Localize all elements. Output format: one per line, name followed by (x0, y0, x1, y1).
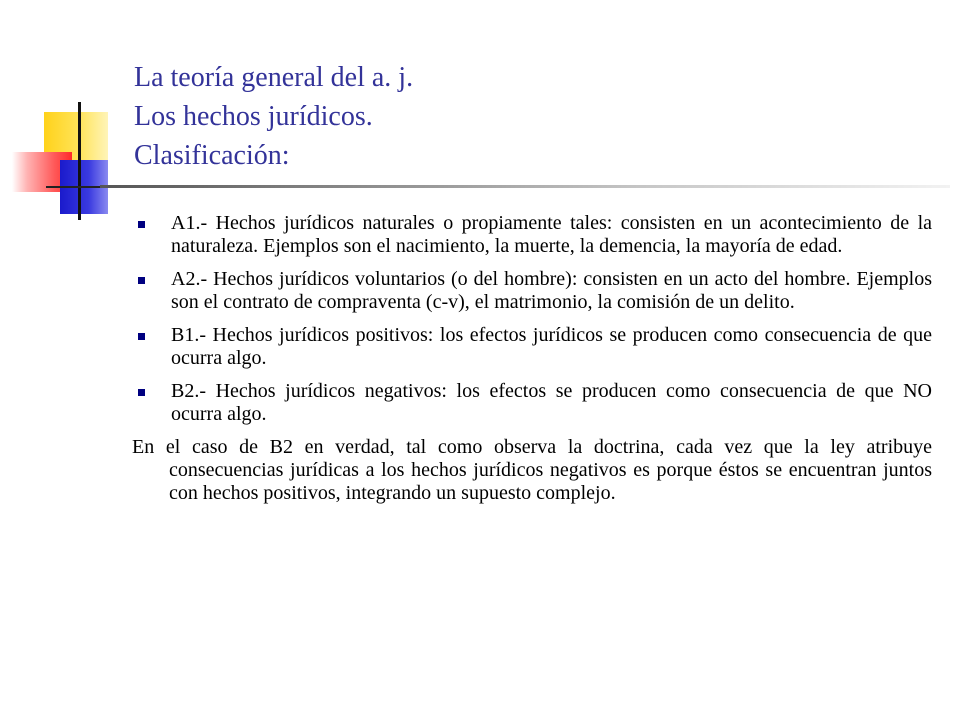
bullet-item-a2 (134, 268, 932, 314)
square-bullet-icon (138, 333, 145, 340)
bullet-text-b1: B1.- Hechos jurídicos positivos: los efectos jurídicos se producen como consecuencia de que ocurra algo. (171, 324, 932, 369)
bullet-text-a1: A1.- Hechos jurídicos naturales o propiamente tales: consisten en un acontecimiento de la naturaleza. Ejemplos son el nacimiento, la muerte, la demencia, la mayoría de edad. (171, 212, 932, 257)
bullet-text-b2: B2.- Hechos jurídicos negativos: los efectos se producen como consecuencia de que NO ocurra algo. (171, 380, 932, 425)
closing-paragraph: En el caso de B2 en verdad, tal como observa la doctrina, cada vez que la ley atribuye consecuencias jurídicas a los hechos jurídicos negativos es porque éstos se encuentran juntos con hechos positivos, integrando un supuesto complejo. (132, 436, 932, 504)
slide-body (134, 212, 932, 505)
square-bullet-icon (138, 277, 145, 284)
title-line-2: Los hechos jurídicos. (134, 101, 373, 132)
title-line-1: La teoría general del a. j. (134, 62, 414, 93)
bullet-item-a1 (134, 212, 932, 258)
square-bullet-icon (138, 389, 145, 396)
corner-decoration (0, 0, 140, 240)
bullet-text-a2: A2.- Hechos jurídicos voluntarios (o del hombre): consisten en un acto del hombre. Ejemplos son el contrato de compraventa (c-v), el matrimonio, la comisión de un delito. (171, 268, 932, 313)
bullet-item-b2 (134, 380, 932, 426)
slide-title (134, 58, 413, 175)
decoration-vertical-line (78, 102, 81, 220)
bullet-item-b1 (134, 324, 932, 370)
title-divider (100, 185, 950, 188)
title-line-3: Clasificación: (134, 140, 290, 171)
square-bullet-icon (138, 221, 145, 228)
bullet-list (134, 212, 932, 426)
